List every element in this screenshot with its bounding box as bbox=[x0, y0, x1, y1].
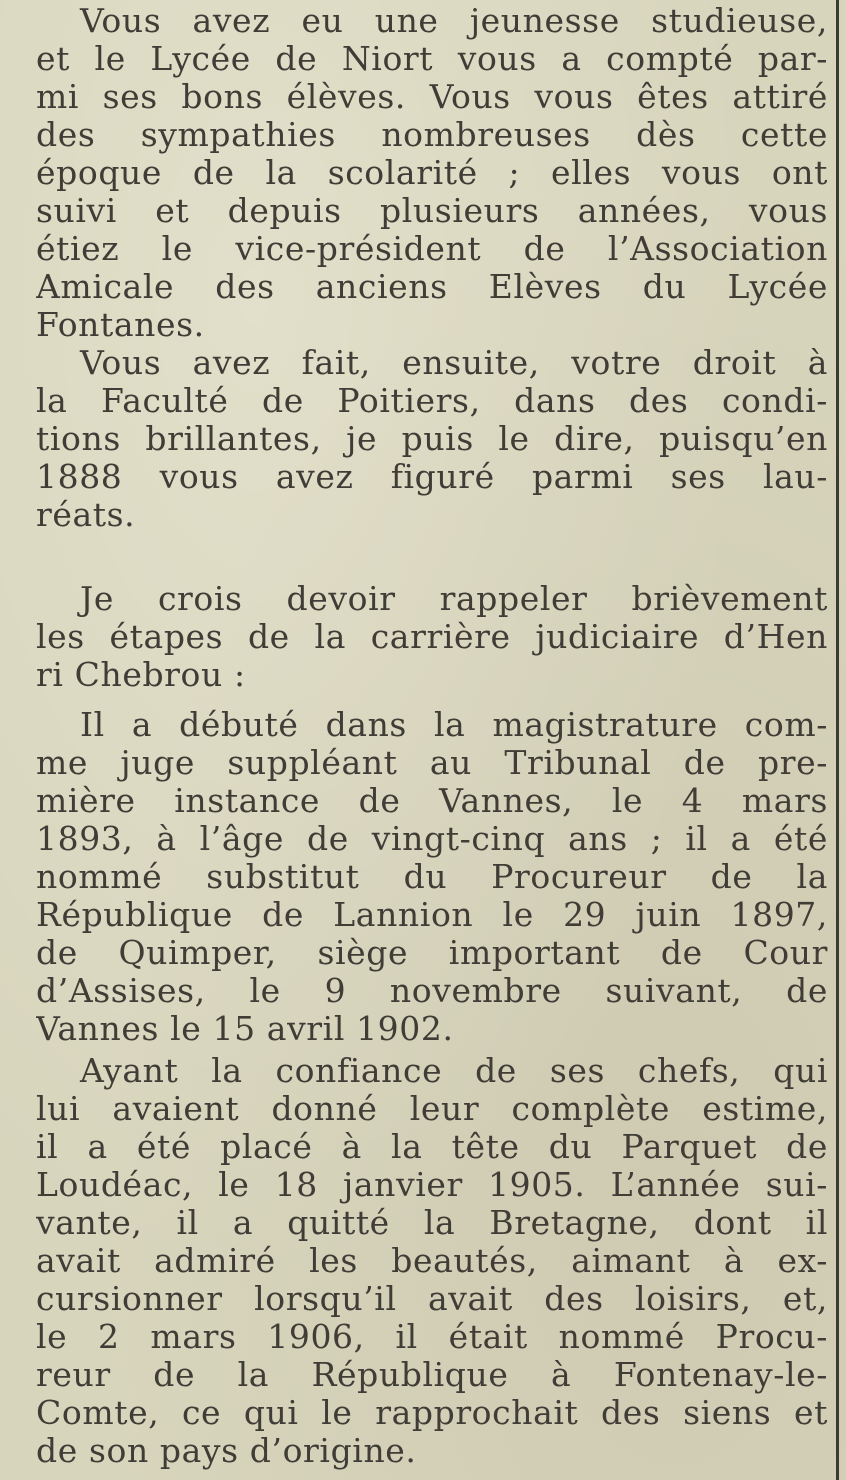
text-line: les étapes de la carrière judiciaire d’Hen bbox=[36, 618, 828, 656]
text-line: étiez le vice-président de l’Association bbox=[36, 230, 828, 268]
text-line: Vous avez eu une jeunesse studieuse, bbox=[80, 2, 828, 40]
text-line: de Quimper, siège important de Cour bbox=[36, 934, 828, 972]
text-line: mière instance de Vannes, le 4 mars bbox=[36, 782, 828, 820]
column-rule bbox=[836, 0, 839, 1480]
text-line: 1893, à l’âge de vingt-cinq ans ; il a été bbox=[36, 820, 828, 858]
text-line: vante, il a quitté la Bretagne, dont il bbox=[36, 1204, 828, 1242]
text-line: le 2 mars 1906, il était nommé Procu- bbox=[36, 1318, 828, 1356]
text-line: époque de la scolarité ; elles vous ont bbox=[36, 154, 828, 192]
text-line: Vannes le 15 avril 1902. bbox=[36, 1010, 454, 1048]
text-line: réats. bbox=[36, 496, 136, 534]
text-line: reur de la République à Fontenay-le- bbox=[36, 1356, 828, 1394]
text-line: République de Lannion le 29 juin 1897, bbox=[36, 896, 828, 934]
text-line: d’Assises, le 9 novembre suivant, de bbox=[36, 972, 828, 1010]
text-line: et le Lycée de Niort vous a compté par- bbox=[36, 40, 828, 78]
paragraph-jeunesse bbox=[36, 2, 828, 344]
text-line: la Faculté de Poitiers, dans des condi- bbox=[36, 382, 828, 420]
text-line: Ayant la confiance de ses chefs, qui bbox=[80, 1052, 828, 1090]
text-line: suivi et depuis plusieurs années, vous bbox=[36, 192, 828, 230]
text-line: tions brillantes, je puis le dire, puisqu’en bbox=[36, 420, 828, 458]
text-line: me juge suppléant au Tribunal de pre- bbox=[36, 744, 828, 782]
paragraph-etapes bbox=[36, 580, 828, 694]
text-line: Loudéac, le 18 janvier 1905. L’année sui- bbox=[36, 1166, 828, 1204]
text-line: nommé substitut du Procureur de la bbox=[36, 858, 828, 896]
text-line: il a été placé à la tête du Parquet de bbox=[36, 1128, 828, 1166]
text-line: de son pays d’origine. bbox=[36, 1432, 417, 1470]
text-line: Vous avez fait, ensuite, votre droit à bbox=[80, 344, 828, 382]
text-line: cursionner lorsqu’il avait des loisirs, et, bbox=[36, 1280, 828, 1318]
text-line: Amicale des anciens Elèves du Lycée bbox=[36, 268, 828, 306]
text-line: des sympathies nombreuses dès cette bbox=[36, 116, 828, 154]
text-line: 1888 vous avez figuré parmi ses lau- bbox=[36, 458, 828, 496]
paragraph-droit bbox=[36, 344, 828, 534]
paragraph-carriere bbox=[36, 1052, 828, 1470]
text-line: lui avaient donné leur complète estime, bbox=[36, 1090, 828, 1128]
text-line: Je crois devoir rappeler brièvement bbox=[80, 580, 828, 618]
text-line: mi ses bons élèves. Vous vous êtes attiré bbox=[36, 78, 828, 116]
text-line: ri Chebrou : bbox=[36, 656, 246, 694]
text-line: Fontanes. bbox=[36, 306, 205, 344]
paragraph-magistrature bbox=[36, 706, 828, 1048]
text-line: Il a débuté dans la magistrature com- bbox=[80, 706, 828, 744]
text-line: Comte, ce qui le rapprochait des siens et bbox=[36, 1394, 828, 1432]
text-line: avait admiré les beautés, aimant à ex- bbox=[36, 1242, 828, 1280]
